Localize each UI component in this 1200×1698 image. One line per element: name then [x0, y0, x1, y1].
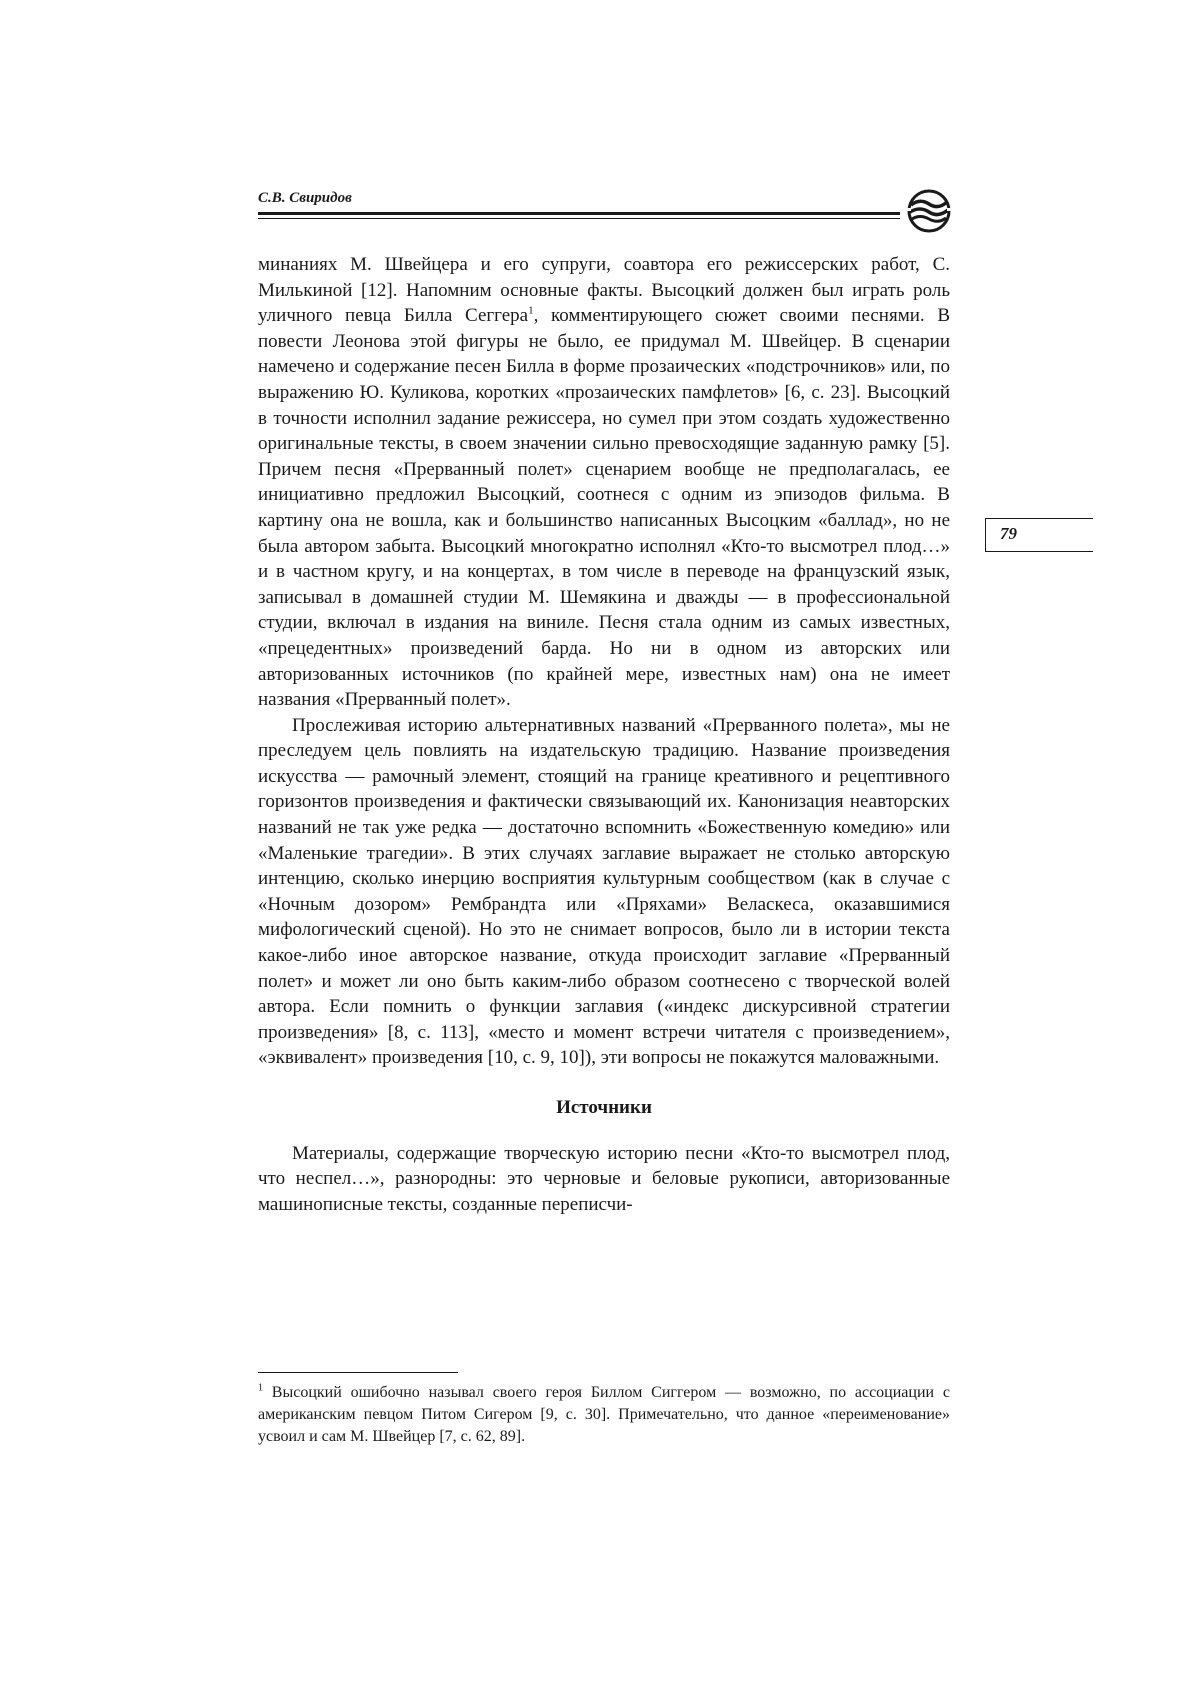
- header-rule-thick: [258, 212, 900, 215]
- footnote: [258, 1382, 950, 1448]
- paragraph-1: [258, 252, 950, 713]
- page-number-box: [985, 518, 1093, 552]
- section-heading: Источники: [556, 1097, 652, 1118]
- page-number: 79: [1000, 524, 1017, 543]
- page-number-rule-top: [985, 518, 1093, 519]
- page-number-rule-side: [985, 518, 986, 552]
- author-name: С.В. Свиридов: [258, 190, 352, 206]
- running-head: [258, 188, 958, 228]
- footnote-reference: 1: [528, 304, 534, 317]
- main-text: [258, 252, 950, 1217]
- paragraph-3: Материалы, содержащие творческую историю песни «Кто-то высмотрел плод, что неспел…», разнородны: это черновые и беловые рукописи, авторизованные машинописные тексты, созданные переписчи-: [258, 1142, 950, 1215]
- footnote-mark: 1: [258, 1382, 263, 1394]
- page-number-rule-bottom: [985, 551, 1093, 552]
- footnote-separator: [258, 1372, 458, 1373]
- waves-sphere-logo-icon: [905, 188, 953, 234]
- footnote-text: Высоцкий ошибочно называл своего героя Биллом Сиггером — возможно, по ассоциации с американским певцом Питом Сигером [9, с. 30]. Примечательно, что данное «переименование» усвоил и сам М. Швейцер [7, с. 62, 89].: [258, 1384, 950, 1445]
- paragraph-2: Прослеживая историю альтернативных названий «Прерванного полета», мы не преследуем цель повлиять на издательскую традицию. Название произведения искусства — рамочный элемент, стоящий на границе креативного и рецептивного горизонтов произведения и фактически связывающий их. Канонизация неавторских названий не так уже редка — достаточно вспомнить «Божественную комедию» или «Маленькие трагедии». В этих случаях заглавие выражает не столько авторскую интенцию, сколько инерцию восприятия культурным сообществом (как в случае с «Ночным дозором» Рембрандта или «Пряхами» Веласкеса, оказавшимися мифологический сценой). Но это не снимает вопросов, было ли в истории текста какое-либо иное авторское название, откуда происходит заглавие «Прерванный полет» и может ли оно быть каким-либо образом соотнесено с творческой волей автора. Если помнить о функции заглавия («индекс дискурсивной стратегии произведения» [8, с. 113], «место и момент встречи читателя с произведением», «эквивалент» произведения [10, с. 9, 10]), эти вопросы не покажутся маловажными.: [258, 714, 950, 1069]
- paragraph-1-part-b: , комментирующего сюжет своими песнями. В повести Леонова этой фигуры не было, ее придумал М. Швейцер. В сценарии намечено и содержание песен Билла в форме прозаических «подстрочников» или, по выражению Ю. Куликова, коротких «прозаических памфлетов» [6, с. 23]. Высоцкий в точности исполнил задание режиссера, но сумел при этом создать художественно оригинальные тексты, в своем значении сильно превосходящие заданную рамку [5]. Причем песня «Прерванный полет» сценарием вообще не предполагалась, ее инициативно предложил Высоцкий, соотнеся с одним из эпизодов фильма. В картину она не вошла, как и большинство написанных Высоцким «баллад», но не была автором забыта. Высоцкий многократно исполнял «Кто-то высмотрел плод…» и в частном кругу, и на концертах, в том числе в переводе на французский язык, записывал в домашней студии М. Шемякина и дважды — в профессиональной студии, включал в издания на виниле. Песня стала одним из самых известных, «прецедентных» произведений барда. Но ни в одном из авторских или авторизованных источников (по крайней мере, известных нам) она не имеет названия «Прерванный полет».: [258, 305, 950, 711]
- paragraph-1-part-a: минаниях М. Швейцера и его супруги, соавтора его режиссерских работ, С. Милькиной [12]. Напомним основные факты. Высоцкий должен был играть роль уличного певца Билла Сеггера: [258, 254, 950, 327]
- header-rule-thin: [258, 218, 900, 219]
